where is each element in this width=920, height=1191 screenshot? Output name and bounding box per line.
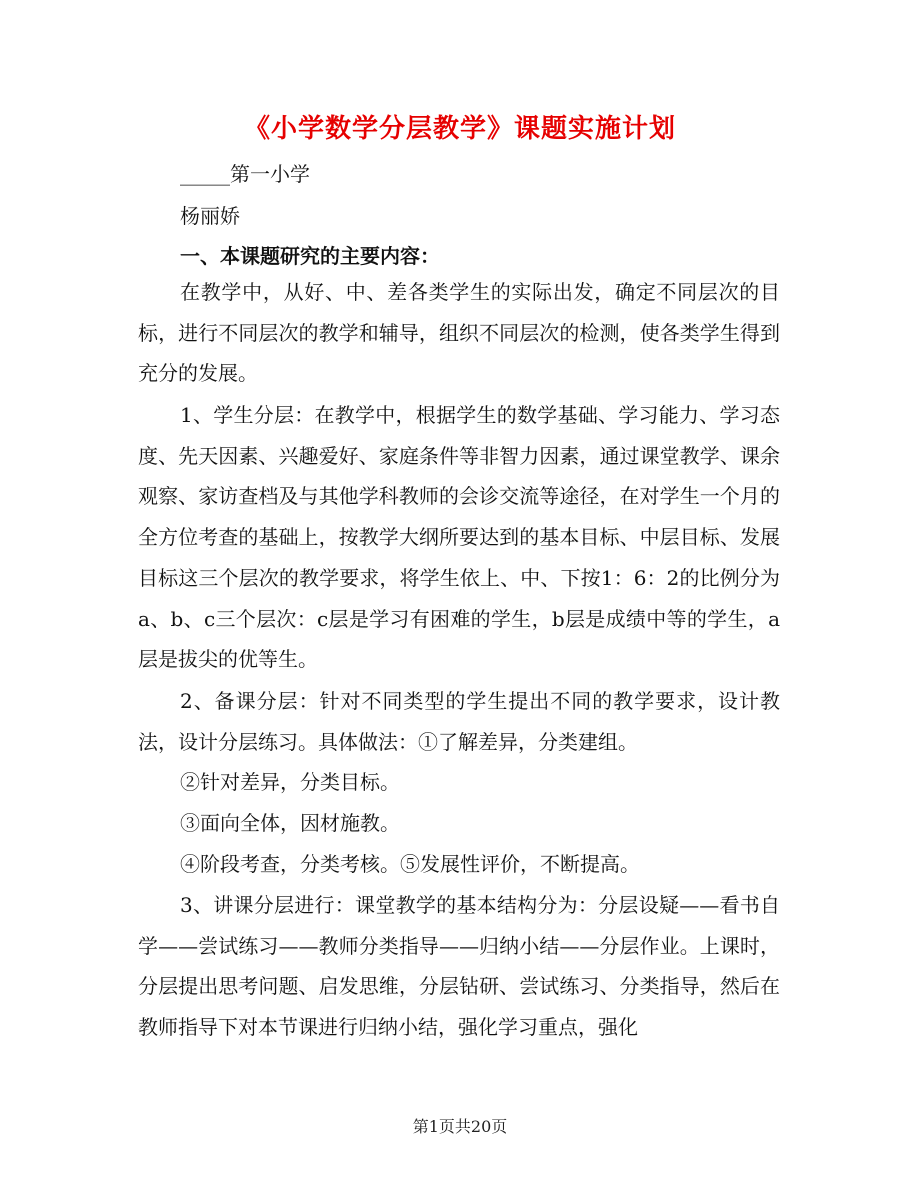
document-title: 《小学数学分层教学》课题实施计划 <box>243 114 676 144</box>
school-name: _____第一小学 <box>180 162 310 186</box>
paragraph-teaching-layering: 3、讲课分层进行：课堂教学的基本结构分为：分层设疑——看书自学——尝试练习——教师分类指导——归纳小结——分层作业。上课时，分层提出思考问题、启发思维，分层钻研、尝试练习、分类指导，然后在教师指导下对本节课进行归纳小结，强化学习重点，强化 <box>138 893 780 1040</box>
section-heading: 一、本课题研究的主要内容： <box>180 244 440 268</box>
paragraph-item-3: ③面向全体，因材施教。 <box>180 811 400 835</box>
paragraph-intro: 在教学中，从好、中、差各类学生的实际出发，确定不同层次的目标，进行不同层次的教学和辅导，组织不同层次的检测，使各类学生得到充分的发展。 <box>138 280 780 386</box>
paragraph-student-layering: 1、学生分层：在教学中，根据学生的数学基础、学习能力、学习态度、先天因素、兴趣爱好、家庭条件等非智力因素，通过课堂教学、课余观察、家访查档及与其他学科教师的会诊交流等途径，在对学生一个月的全方位考查的基础上，按教学大纲所要达到的基本目标、中层目标、发展目标这三个层次的教学要求，将学生依上、中、下按1：6：2的比例分为a、b、c三个层次：c层是学习有困难的学生，b层是成绩中等的学生，a层是拔尖的优等生。 <box>138 403 780 672</box>
paragraph-item-2: ②针对差异，分类目标。 <box>180 770 400 794</box>
page-footer: 第1页共20页 <box>412 1117 508 1136</box>
paragraph-item-4-5: ④阶段考查，分类考核。⑤发展性评价，不断提高。 <box>180 852 640 876</box>
author-name: 杨丽娇 <box>180 204 240 228</box>
paragraph-lesson-prep-layering: 2、备课分层：针对不同类型的学生提出不同的教学要求，设计教法，设计分层练习。具体做法：①了解差异，分类建组。 <box>138 689 780 754</box>
